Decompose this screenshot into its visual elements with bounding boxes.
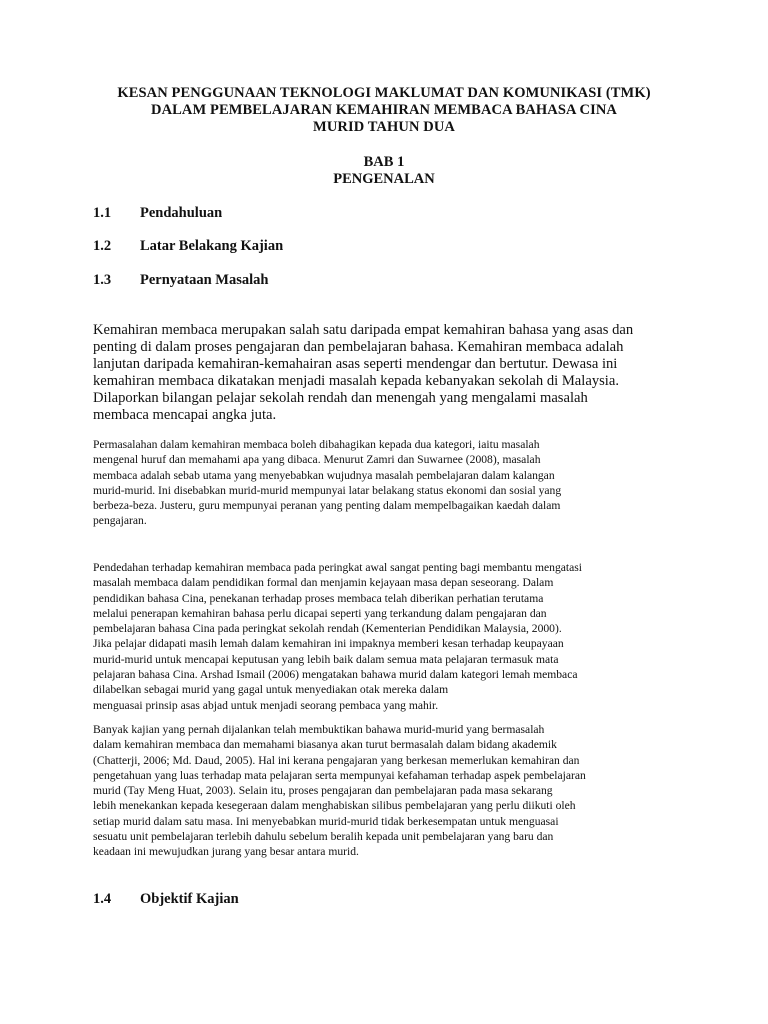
paragraph-line: (Chatterji, 2006; Md. Daud, 2005). Hal ini kerana pengajaran yang berkesan memerlukan kemahiran dan (93, 753, 580, 767)
paragraph-line: penting di dalam proses pengajaran dan pembelajaran bahasa. Kemahiran membaca adalah (93, 339, 624, 355)
paragraph-line: murid-murid. Ini disebabkan murid-murid mempunyai latar belakang status ekonomi dan sosial yang (93, 483, 562, 497)
paragraph-line: pembelajaran bahasa Cina pada peringkat sekolah rendah (Kementerian Pendidikan Malaysia, 2000). (93, 622, 562, 636)
section-number: 1.2 (93, 238, 112, 254)
paragraph-line: Banyak kajian yang pernah dijalankan telah membuktikan bahawa murid-murid yang bermasalah (93, 723, 545, 736)
paragraph-line: Kemahiran membaca merupakan salah satu daripada empat kemahiran bahasa yang asas dan (93, 322, 634, 338)
paragraph-line: menguasai prinsip asas abjad untuk menjadi seorang pembaca yang mahir. (93, 698, 439, 712)
section-title: Latar Belakang Kajian (140, 238, 284, 254)
paragraph-line: setiap murid dalam satu masa. Ini menyebabkan murid-murid tidak berkesempatan untuk menguasai (93, 814, 559, 828)
chapter-number: BAB 1 (363, 154, 405, 170)
paragraph-line: lebih menekankan kepada kesegeraan dalam menghabiskan silibus pembelajaran yang perlu diikuti oleh (93, 799, 576, 813)
paragraph-kajian (93, 722, 693, 860)
paragraph-line: dilabelkan sebagai murid yang gagal untuk menyediakan otak mereka dalam (93, 683, 449, 697)
paragraph-line: dalam kemahiran membaca dan memahami biasanya akan turut bermasalah dalam bidang akademik (93, 738, 557, 752)
section-number: 1.1 (93, 205, 112, 221)
paragraph-permasalahan (93, 437, 693, 529)
section-title: Pernyataan Masalah (140, 272, 269, 288)
title-line: DALAM PEMBELAJARAN KEMAHIRAN MEMBACA BAHASA CINA (151, 102, 617, 118)
section-heading-1-3 (93, 272, 268, 289)
section-heading-1-1 (93, 205, 222, 222)
paragraph-line: pendidikan bahasa Cina, penekanan terhadap proses membaca telah diberikan perhatian terutama (93, 591, 544, 605)
paragraph-intro (93, 322, 683, 424)
title-line: MURID TAHUN DUA (313, 119, 455, 135)
paragraph-line: melalui penerapan kemahiran bahasa perlu dicapai seperti yang terkandung dalam pengajaran dan (93, 606, 547, 620)
paragraph-line: berbeza-beza. Justeru, guru mempunyai peranan yang penting dalam mempelbagaikan kaedah dalam (93, 499, 561, 513)
paragraph-line: Pendedahan terhadap kemahiran membaca pada peringkat awal sangat penting bagi membantu mengatasi (93, 561, 583, 574)
title-line: KESAN PENGGUNAAN TEKNOLOGI MAKLUMAT DAN KOMUNIKASI (TMK) (117, 85, 651, 101)
paragraph-line: masalah membaca dalam pendidikan formal dan menjamin kejayaan masa depan seseorang. Dalam (93, 576, 554, 590)
paragraph-line: membaca adalah sebab utama yang menyebabkan wujudnya masalah pembelajaran dalam kalangan (93, 468, 555, 482)
section-heading-1-4 (93, 891, 239, 908)
paragraph-line: mengenal huruf dan memahami apa yang dibaca. Menurut Zamri dan Suwarnee (2008), masalah (93, 453, 541, 467)
paragraph-line: pelajaran bahasa Cina. Arshad Ismail (2006) mengatakan bahawa murid dalam kategori lemah membaca (93, 668, 578, 682)
section-title: Pendahuluan (140, 205, 223, 221)
section-number: 1.4 (93, 891, 112, 907)
paragraph-line: membaca mencapai angka juta. (93, 407, 277, 423)
paragraph-line: Jika pelajar didapati masih lemah dalam kemahiran ini impaknya memberi kesan terhadap keupayaan (93, 637, 564, 651)
paragraph-line: keadaan ini mewujudkan jurang yang besar antara murid. (93, 845, 359, 859)
paragraph-line: Dilaporkan bilangan pelajar sekolah rendah dan menengah yang mengalami masalah (93, 390, 588, 406)
paragraph-line: lanjutan daripada kemahiran-kemahairan asas seperti mendengar dan bertutur. Dewasa ini (93, 356, 618, 372)
paragraph-line: murid-murid untuk mencapai keputusan yang lebih baik dalam semua mata pelajaran termasuk mata (93, 652, 559, 666)
section-heading-1-2 (93, 238, 283, 255)
document-title (0, 85, 768, 136)
paragraph-line: pengetahuan yang luas terhadap mata pelajaran serta mempunyai kefahaman terhadap aspek pembelajaran (93, 768, 586, 782)
paragraph-pendedahan (93, 560, 693, 713)
paragraph-line: murid (Tay Meng Huat, 2003). Selain itu, proses pengajaran dan pembelajaran pada masa sekarang (93, 784, 553, 798)
section-title: Objektif Kajian (140, 891, 239, 907)
paragraph-line: pengajaran. (93, 514, 147, 528)
paragraph-line: sesuatu unit pembelajaran terlebih dahulu sebelum beralih kepada unit pembelajaran yang baru dan (93, 830, 554, 844)
chapter-title: PENGENALAN (333, 171, 435, 187)
chapter-heading (0, 154, 768, 188)
section-number: 1.3 (93, 272, 112, 288)
paragraph-line: Permasalahan dalam kemahiran membaca boleh dibahagikan kepada dua kategori, iaitu masalah (93, 438, 540, 451)
paragraph-line: kemahiran membaca dikatakan menjadi masalah kepada kebanyakan sekolah di Malaysia. (93, 373, 619, 389)
